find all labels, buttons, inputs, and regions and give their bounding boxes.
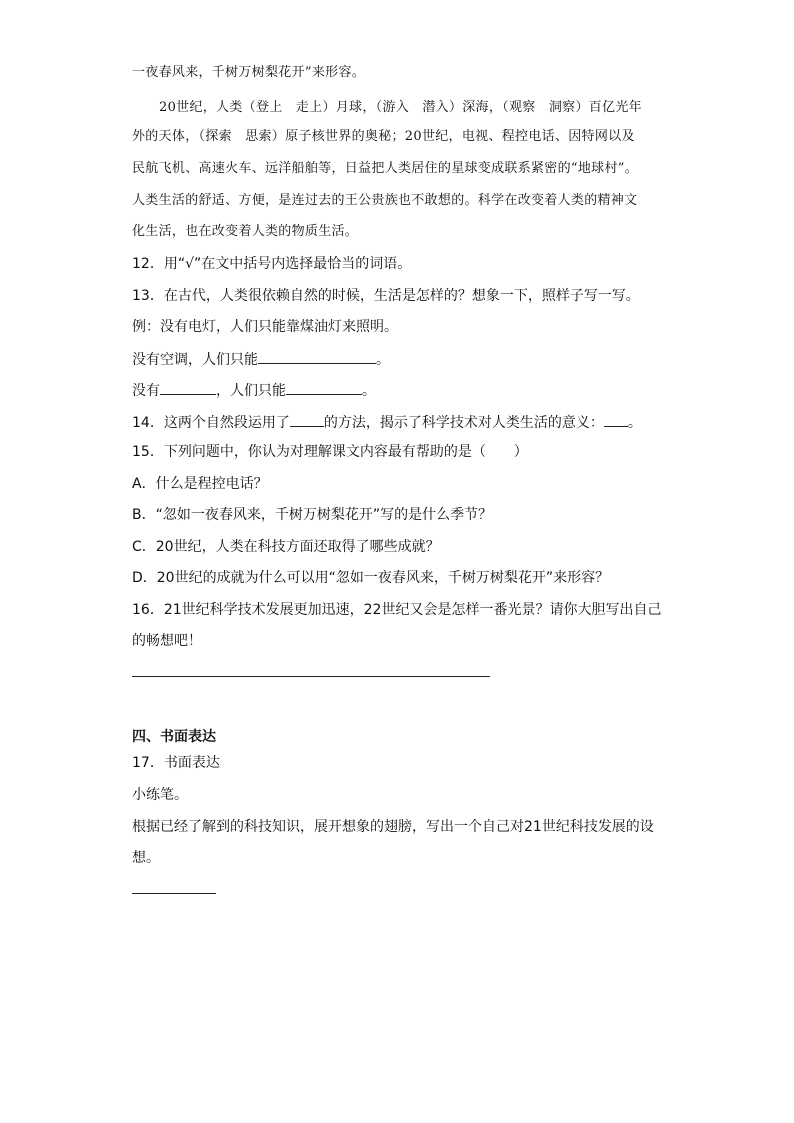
q13-answer-blank-1[interactable] [258, 349, 376, 364]
passage-line-3: 外的天体，（探索 思索）原子核世界的奥秘；20世纪，电视、程控电话、因特网以及 [132, 129, 635, 144]
question-16-line-2: 的畅想吧！ [132, 633, 202, 649]
q17-prompt-line-1: 根据已经了解到的科技知识，展开想象的翅膀，写出一个自己对21世纪科技发展的设 [132, 819, 654, 835]
q15-option-d[interactable]: D．20世纪的成就为什么可以用“忽如一夜春风来，千树万树梨花开”来形容？ [132, 570, 610, 586]
passage-line-5: 人类生活的舒适、方便，是连过去的王公贵族也不敢想的。科学在改变着人类的精神文 [132, 193, 638, 208]
question-17: 17．书面表达 [132, 755, 220, 771]
question-13: 13．在古代，人类很依赖自然的时候，生活是怎样的？想象一下，照样子写一写。 [132, 288, 640, 304]
question-12: 12．用“√”在文中括号内选择最恰当的词语。 [132, 256, 412, 272]
question-13-line-2 [132, 380, 376, 400]
question-15: 15．下列问题中，你认为对理解课文内容最有帮助的是（ ） [132, 444, 528, 460]
q14-answer-blank-2[interactable] [604, 412, 628, 427]
q16-answer-line[interactable] [132, 676, 490, 677]
q17-answer-line[interactable] [132, 893, 216, 894]
question-13-example: 例：没有电灯，人们只能靠煤油灯来照明。 [132, 319, 398, 335]
q13-line1-end: 。 [376, 352, 390, 368]
q13-line1-text: 没有空调，人们只能 [132, 352, 258, 368]
passage-line-6: 化生活，也在改变着人类的物质生活。 [132, 224, 359, 239]
q13-line2-text-b: ，人们只能 [216, 383, 286, 399]
passage-line-4: 民航飞机、高速火车、远洋船舶等，日益把人类居住的星球变成联系紧密的“地球村”。 [132, 161, 638, 176]
q17-subtitle: 小练笔。 [132, 787, 188, 803]
q15-option-c[interactable]: C．20世纪，人类在科技方面还取得了哪些成就？ [132, 539, 440, 555]
q14-end: 。 [627, 415, 642, 431]
q15-option-a[interactable]: A．什么是程控电话？ [132, 476, 268, 492]
q14-answer-blank-1[interactable] [290, 412, 324, 427]
q13-answer-blank-2[interactable] [160, 380, 216, 395]
section-4-heading: 四、书面表达 [132, 729, 216, 745]
q15-option-b[interactable]: B．“忽如一夜春风来，千树万树梨花开”写的是什么季节？ [132, 507, 493, 523]
question-13-line-1 [132, 349, 390, 369]
passage-line-2: 20世纪，人类（登上 走上）月球，（游入 潜入）深海，（观察 洞察）百亿光年 [159, 100, 642, 115]
q13-line2-text-a: 没有 [132, 383, 160, 399]
q17-prompt-line-2: 想。 [132, 850, 160, 866]
question-14 [132, 412, 642, 432]
question-16-line-1: 16．21世纪科学技术发展更加迅速，22世纪又会是怎样一番光景？请你大胆写出自己 [132, 602, 662, 618]
q14-text-b: 的方法，揭示了科学技术对人类生活的意义： [323, 415, 604, 431]
q13-line2-end: 。 [362, 383, 376, 399]
passage-line-1: 一夜春风来，千树万树梨花开”来形容。 [132, 65, 366, 80]
q14-text-a: 14．这两个自然段运用了 [132, 415, 290, 431]
q13-answer-blank-3[interactable] [286, 380, 362, 395]
